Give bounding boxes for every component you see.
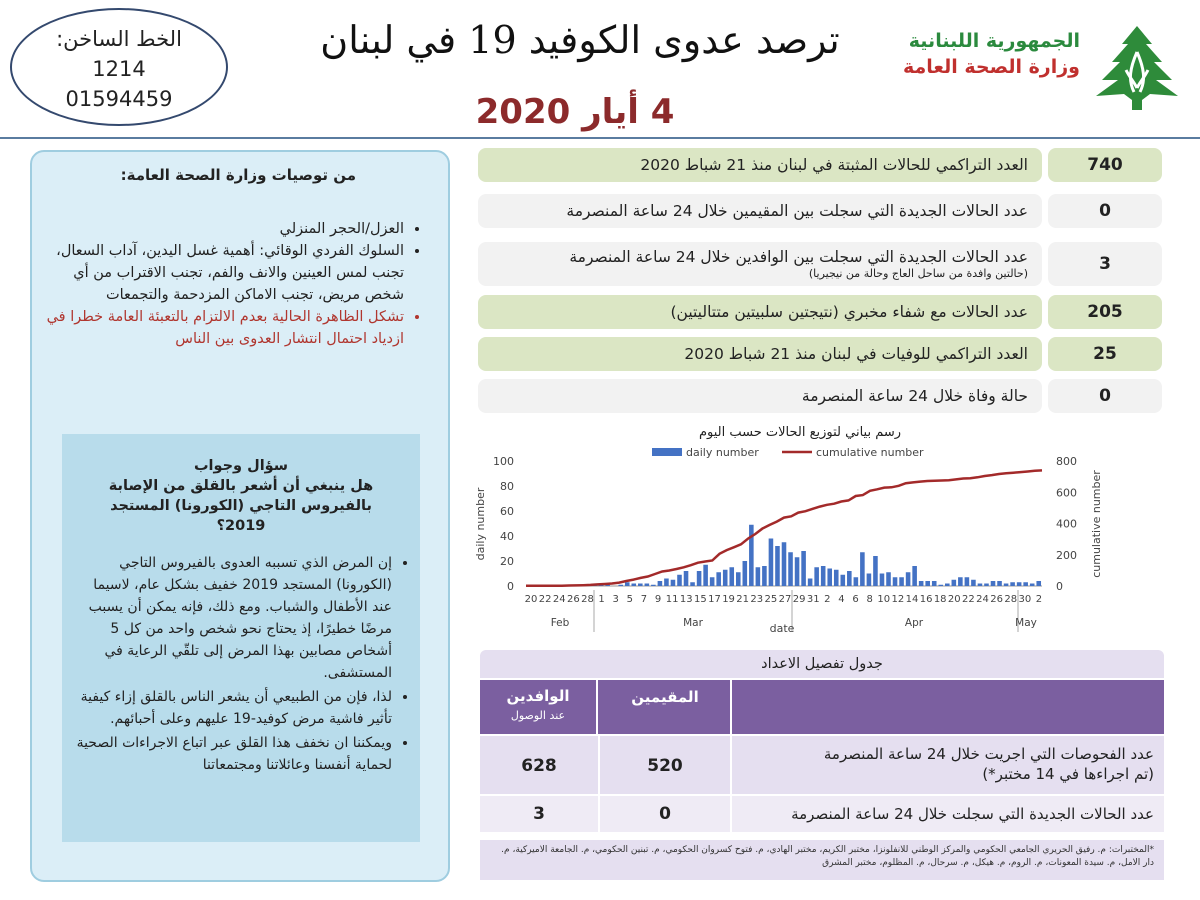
table-divider: [730, 680, 732, 832]
hotline-badge: [10, 8, 228, 126]
stat-row-value: 740: [1048, 148, 1162, 182]
daily-bar: [743, 561, 748, 586]
legend-daily-swatch: [652, 448, 682, 456]
daily-bar: [821, 566, 826, 586]
daily-bar: [971, 580, 976, 586]
daily-bar: [873, 556, 878, 586]
stat-row-label: العدد التراكمي للحالات المثبتة في لبنان منذ 21 شباط 2020: [478, 148, 1042, 182]
chart-title: رسم بياني لتوزيع الحالات حسب اليوم: [698, 425, 902, 440]
x-tick-label: 31: [806, 594, 820, 605]
daily-bar: [880, 574, 885, 587]
daily-bar: [716, 572, 721, 586]
daily-bar: [1036, 581, 1041, 586]
x-tick-label: 23: [750, 594, 764, 605]
stat-row-value: 25: [1048, 337, 1162, 371]
y-right-axis-label: cumulative number: [1090, 470, 1103, 578]
daily-bar: [801, 551, 806, 586]
daily-bar: [1010, 582, 1015, 586]
cell-residents: 520: [647, 756, 683, 776]
x-tick-label: 26: [567, 594, 580, 605]
stat-label-main: عدد الحالات الجديدة التي سجلت بين الوافدين خلال 24 ساعة المنصرمة: [569, 248, 1028, 266]
x-tick-label: 26: [990, 594, 1003, 605]
x-tick-label: 5: [626, 594, 633, 605]
stat-label-sub: (حالتين وافدة من ساحل العاج وحالة من نيجيريا): [808, 267, 1028, 280]
x-tick-label: 9: [654, 594, 662, 605]
daily-bar: [1017, 582, 1022, 586]
x-tick-label: 29: [792, 594, 806, 605]
republic-label: الجمهورية اللبنانية: [908, 30, 1080, 52]
list-item: • لذا، فإن من الطبيعي أن يشعر الناس بالقلق إزاء كيفية تأثير فاشية مرض كوفيد-19 عليهم وعلى أحبائهم.: [70, 686, 392, 730]
qa-list: [70, 552, 408, 778]
daily-bar: [867, 574, 872, 587]
daily-bar: [671, 580, 676, 586]
x-tick-label: 18: [933, 594, 947, 605]
list-item: • ويمكننا ان نخفف هذا القلق عبر اتباع الاجراءات الصحية لحماية أنفسنا وعائلاتنا ومجتمعاتنا: [70, 732, 392, 776]
x-tick-label: 6: [852, 594, 859, 605]
daily-bar: [664, 579, 669, 587]
y-right-tick-label: 0: [1056, 580, 1063, 593]
stat-row-value: 3: [1048, 242, 1162, 286]
page-title: ترصد عدوى الكوفيد 19 في لبنان: [320, 18, 840, 62]
month-label: Apr: [904, 617, 924, 629]
month-label: Feb: [550, 617, 570, 629]
daily-bar: [697, 571, 702, 586]
recommendations-panel: [30, 150, 450, 882]
daily-bar: [919, 581, 924, 586]
daily-bar: [978, 584, 983, 587]
table-divider: [598, 736, 600, 832]
daily-bar: [1023, 582, 1028, 586]
x-tick-label: 16: [919, 594, 933, 605]
qa-heading: سؤال وجواب: [193, 458, 289, 474]
x-tick-label: 30: [1018, 594, 1032, 605]
daily-bar: [684, 571, 689, 586]
daily-bar: [1004, 584, 1009, 587]
header-divider: [0, 137, 1200, 139]
daily-bar: [945, 584, 950, 587]
daily-bar: [723, 570, 728, 586]
daily-bar: [1030, 584, 1035, 587]
cedar-logo-icon: [1090, 22, 1184, 112]
daily-bar: [638, 584, 643, 587]
x-tick-label: 14: [905, 594, 919, 605]
x-tick-label: 28: [581, 594, 594, 605]
list-item: • إن المرض الذي تسببه العدوى بالفيروس التاجي (الكورونا) المستجد 2019 خفيف بشكل عام، لاسيما عند الأطفال والشباب. ومع ذلك، فإنه يمكن أن يسبب مرضًا خطيرًا، إذ يحتاج نحو شخص واحد من كل 5 أشخاص مصابين بهذا المرض إلى تلقّي الرعاية في المستشفى.: [70, 552, 392, 684]
labs-note: *المختبرات: م. رفيق الحريري الجامعي الحكومي والمركز الوطني للانفلونزا، مختبر الكريم، مختبر الهادي، م. فتوح كسروان الحكومي، م. تبنين الحكومي، م. الجامعة الاميركية، م. دار الامل، م. سيدة المعونات، م. الروم، م. هيكل، م. سرحال، م. المظلوم، مختبر المشرق: [480, 840, 1164, 880]
x-tick-label: 22: [962, 594, 975, 605]
qa-title: [62, 456, 420, 536]
daily-bar: [965, 577, 970, 586]
daily-bar: [775, 546, 780, 586]
legend-cumulative-label: cumulative number: [816, 446, 924, 459]
y-right-tick-label: 600: [1056, 486, 1077, 500]
row-label-sub: (تم اجراءها في 14 مختبر*): [982, 765, 1154, 783]
y-left-tick-label: 0: [507, 580, 514, 593]
x-tick-label: 11: [665, 594, 679, 605]
daily-bar: [899, 577, 904, 586]
qa-box: [62, 434, 420, 842]
x-tick-label: 21: [736, 594, 750, 605]
daily-bar: [906, 572, 911, 586]
daily-bar: [782, 542, 787, 586]
month-label: Mar: [683, 617, 703, 629]
legend-daily-label: daily number: [686, 446, 759, 459]
x-tick-label: 2: [824, 594, 831, 605]
daily-bar: [736, 572, 741, 586]
daily-bar: [886, 572, 891, 586]
stat-row-label: عدد الحالات الجديدة التي سجلت بين المقيمين خلال 24 ساعة المنصرمة: [478, 194, 1042, 228]
x-tick-label: 17: [708, 594, 721, 605]
stat-row-label: عدد الحالات مع شفاء مخبري (نتيجتين سلبيتين متتاليتين): [478, 295, 1042, 329]
daily-bar: [710, 577, 715, 586]
hotline-number-1: 1214: [92, 57, 146, 81]
daily-bar: [756, 567, 761, 586]
daily-bar: [808, 579, 813, 587]
month-label: May: [1015, 617, 1037, 629]
x-tick-label: 25: [764, 594, 778, 605]
stat-row-label: حالة وفاة خلال 24 ساعة المنصرمة: [478, 379, 1042, 413]
daily-bar: [834, 570, 839, 586]
y-left-tick-label: 80: [500, 480, 514, 493]
list-item: • العزل/الحجر المنزلي: [44, 218, 404, 240]
x-tick-label: 3: [612, 594, 619, 605]
hotline-number-2: 01594459: [65, 87, 173, 111]
qa-question: هل ينبغي أن أشعر بالقلق من الإصابة بالفيروس التاجي (الكورونا) المستجد 2019؟: [108, 478, 374, 534]
list-item: • تشكل الظاهرة الحالية بعدم الالتزام بالتعبئة العامة خطرا في ازدياد احتمال انتشار العدوى بين الناس: [44, 306, 404, 350]
x-tick-label: 20: [524, 594, 538, 605]
daily-bar: [925, 581, 930, 586]
cell-migrants: 628: [521, 756, 557, 776]
x-tick-label: 28: [1004, 594, 1018, 605]
list-item: • السلوك الفردي الوقائي: أهمية غسل اليدين، آداب السعال، تجنب لمس العينين والانف والفم، تجنب الاقتراب من أي شخص مريض، تجنب الاماكن المزدحمة والتجمعات: [44, 240, 404, 306]
x-tick-label: 13: [679, 594, 693, 605]
col-migrants-label: الوافدين: [506, 687, 570, 705]
recommendations-title: من توصيات وزارة الصحة العامة:: [120, 166, 356, 184]
daily-bar: [997, 581, 1002, 586]
x-tick-label: 22: [538, 594, 552, 605]
x-tick-label: 8: [866, 594, 873, 605]
x-tick-label: 1: [598, 594, 605, 605]
daily-bar: [625, 582, 630, 586]
x-tick-label: 27: [778, 594, 792, 605]
stat-row-value: 0: [1048, 379, 1162, 413]
y-left-tick-label: 60: [500, 505, 514, 518]
daily-bar: [677, 575, 682, 586]
daily-bar: [651, 585, 656, 586]
daily-bar: [860, 552, 865, 586]
x-tick-label: 20: [947, 594, 961, 605]
recommendations-list: [44, 218, 422, 350]
daily-bar: [827, 569, 832, 587]
y-left-tick-label: 40: [500, 530, 514, 543]
daily-bar: [893, 577, 898, 586]
daily-bar: [749, 525, 754, 586]
daily-bar: [703, 565, 708, 586]
col-header-migrants: [480, 680, 598, 734]
x-tick-label: 15: [693, 594, 707, 605]
daily-bar: [847, 571, 852, 586]
daily-cases-chart: [470, 418, 1170, 640]
stat-row-value: 0: [1048, 194, 1162, 228]
cell-label: [740, 744, 1154, 784]
col-migrants-sub: عند الوصول: [510, 709, 566, 722]
daily-bar: [795, 557, 800, 586]
daily-bar: [912, 566, 917, 586]
x-tick-label: 2: [1035, 594, 1043, 605]
stat-row-value: 205: [1048, 295, 1162, 329]
daily-bar: [932, 581, 937, 586]
daily-bar: [952, 580, 957, 586]
x-tick-label: 24: [976, 594, 989, 605]
cell-migrants: 3: [533, 804, 545, 824]
daily-bar: [991, 581, 996, 586]
daily-bar: [854, 577, 859, 586]
daily-bar: [814, 567, 819, 586]
daily-bar: [769, 539, 774, 587]
y-right-tick-label: 800: [1056, 455, 1077, 468]
y-left-tick-label: 100: [493, 455, 514, 468]
daily-bar: [618, 585, 623, 586]
report-date: 4 أيار 2020: [475, 92, 675, 132]
cell-residents: 0: [659, 804, 671, 824]
col-header-residents: المقيمين: [600, 680, 732, 734]
x-tick-label: 12: [891, 594, 905, 605]
daily-bar: [645, 584, 650, 587]
row-label-main: عدد الفحوصات التي اجريت خلال 24 ساعة المنصرمة: [823, 745, 1154, 763]
x-tick-label: 7: [640, 594, 648, 605]
daily-bar: [938, 585, 943, 586]
y-left-tick-label: 20: [500, 555, 514, 568]
stat-row-label: [478, 242, 1042, 286]
y-right-tick-label: 200: [1056, 548, 1077, 562]
daily-bar: [762, 566, 767, 586]
y-left-axis-label: daily number: [474, 487, 487, 561]
x-tick-label: 4: [838, 594, 845, 605]
daily-bar: [984, 584, 989, 587]
y-right-tick-label: 400: [1056, 517, 1077, 531]
daily-bar: [788, 552, 793, 586]
x-tick-label: 24: [552, 594, 566, 605]
table-caption: جدول تفصيل الاعداد: [480, 650, 1164, 678]
daily-bar: [690, 582, 695, 586]
x-tick-label: 19: [722, 594, 735, 605]
x-tick-label: 10: [877, 594, 891, 605]
cell-label: عدد الحالات الجديدة التي سجلت خلال 24 ساعة المنصرمة: [791, 805, 1154, 823]
daily-bar: [729, 567, 734, 586]
daily-bar: [658, 581, 663, 586]
x-axis-label: date: [769, 622, 795, 635]
daily-bar: [958, 577, 963, 586]
stat-row-label: العدد التراكمي للوفيات في لبنان منذ 21 شباط 2020: [478, 337, 1042, 371]
daily-bar: [840, 575, 845, 586]
ministry-label: وزارة الصحة العامة: [902, 56, 1080, 78]
hotline-label: الخط الساخن:: [56, 27, 182, 51]
daily-bar: [631, 584, 636, 587]
